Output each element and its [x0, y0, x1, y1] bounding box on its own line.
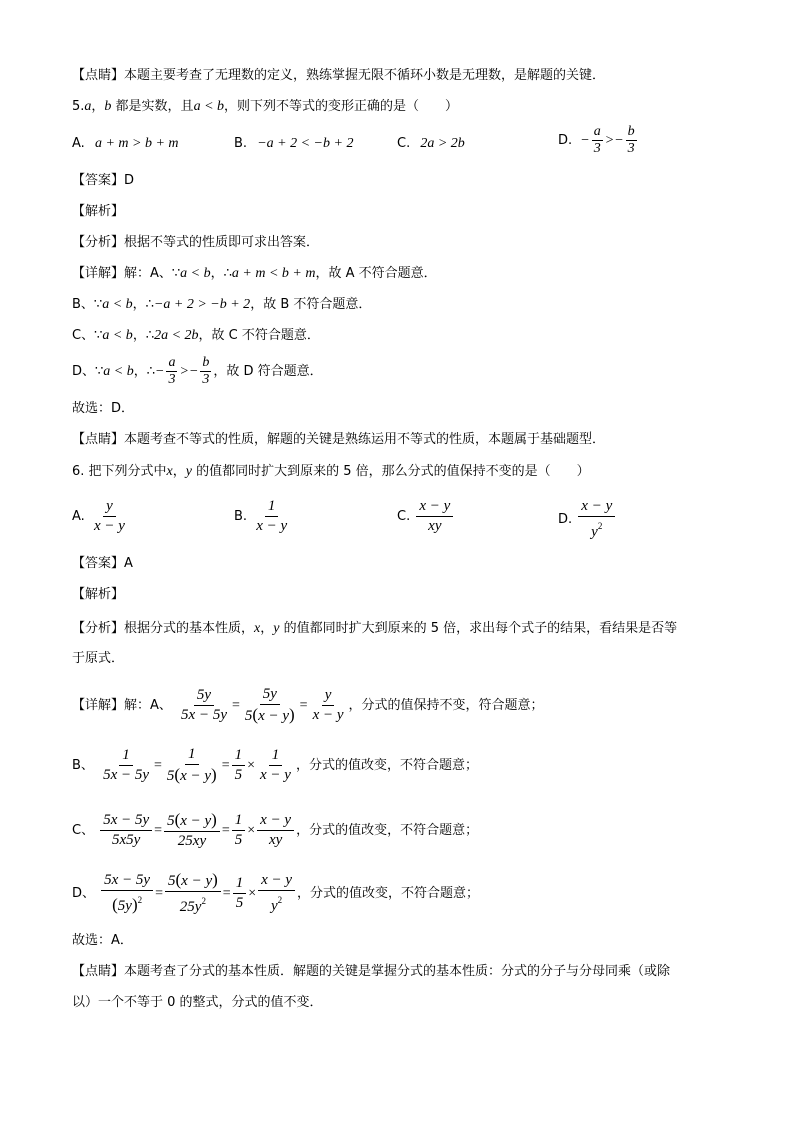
- minus-sign: −: [614, 133, 624, 148]
- option-label: A.: [72, 509, 85, 524]
- condition: a < b: [103, 364, 134, 379]
- denominator: x − y: [93, 518, 125, 534]
- numerator: y: [103, 497, 116, 517]
- conclusion: ，分式的值改变，不符合题意；: [296, 823, 479, 838]
- fraction: [232, 746, 246, 785]
- fraction: [101, 871, 153, 916]
- denominator: 5(x − y): [244, 705, 295, 724]
- option-label: C.: [397, 509, 411, 524]
- fenxi-post: 的值都同时扩大到原来的 5 倍，求出每个式子的结果，看结果是否等: [279, 621, 678, 636]
- inner: x − y: [180, 813, 212, 829]
- numerator: 1: [185, 745, 199, 765]
- q5-fenxi: 【分析】根据不等式的性质即可求出答案．: [72, 235, 320, 250]
- denominator: x − y: [260, 767, 291, 783]
- coef: 5: [166, 768, 175, 784]
- result: a + m < b + m: [231, 266, 316, 281]
- numerator: 5x − 5y: [100, 811, 152, 831]
- var-x: x: [254, 621, 261, 636]
- q6-option-b: [234, 497, 292, 536]
- gt-sign: >: [604, 133, 615, 148]
- conclusion: ，分式的值改变，不符合题意；: [295, 758, 478, 773]
- option-expr: 2a > 2b: [420, 136, 465, 151]
- fraction: [232, 811, 246, 850]
- denominator: x − y: [312, 707, 344, 723]
- exponent: 2: [201, 896, 206, 906]
- q6-option-c: [397, 497, 455, 536]
- den-base: 25y: [179, 899, 202, 915]
- line-prefix: B、: [72, 758, 94, 773]
- therefore: ，∴: [132, 328, 155, 343]
- denominator: 5: [235, 895, 244, 911]
- fraction: [100, 811, 152, 850]
- q6-xiangjie-a: 【详解】解：A、 $\frac{5y}{5x - 5y}$ = $\frac{5y}{5(x - y)}$ = $\frac{y}{x - y}$ ，分式的值保持不变，符合题意；: [72, 686, 544, 724]
- therefore: ，∴: [133, 364, 156, 379]
- denominator: 5x5y: [112, 832, 141, 848]
- q6-xiangjie-b: B、 $\frac{1}{5x - 5y}$ = $\frac{1}{5(x - y)}$ = $\frac{1}{5}$ × $\frac{1}{x - y}$ ，分式的值改变，不符合题意；: [72, 746, 478, 784]
- fraction: [257, 811, 294, 850]
- coef: 5: [167, 813, 175, 829]
- q6-dianjing-line2: 以）一个不等于 0 的整式，分式的值不变．: [72, 995, 323, 1010]
- q5-option-c: [397, 134, 465, 154]
- numerator: 5(x − y): [164, 810, 220, 832]
- denominator: 5x − 5y: [103, 767, 149, 783]
- q5-analysis-tag: 【解析】: [72, 204, 125, 219]
- q5-xiangjie-c: [72, 326, 320, 346]
- option-label: C.: [397, 136, 411, 151]
- xiangjie-tag: 【详解】解：A、∵: [72, 266, 181, 281]
- condition: a < b: [180, 266, 211, 281]
- coef: 5: [168, 873, 176, 889]
- numerator: x − y: [258, 871, 295, 891]
- stem-suffix: ，则下列不等式的变形正确的是（ ）: [224, 99, 459, 114]
- denominator: [268, 891, 285, 916]
- fraction: [178, 686, 230, 725]
- times-sign: ×: [247, 823, 256, 838]
- q5-xiangjie-a: [72, 264, 437, 284]
- inner: x − y: [258, 708, 289, 724]
- denominator: 3: [627, 141, 635, 156]
- numerator: 5y: [260, 685, 280, 705]
- inner: x − y: [181, 873, 213, 889]
- fraction: [626, 124, 637, 157]
- q6-option-d: [558, 497, 617, 542]
- line-prefix: D、: [72, 886, 96, 901]
- stem-pre: 6. 把下列分式中: [72, 464, 167, 479]
- numerator: x − y: [416, 497, 453, 517]
- fraction: [164, 810, 220, 851]
- exponent: 2: [277, 895, 283, 905]
- coef: 5: [244, 708, 253, 724]
- result: 2a < 2b: [154, 328, 199, 343]
- option-expr: a + m > b + m: [94, 136, 179, 151]
- denominator: $(5y)^2$: [112, 895, 143, 914]
- condition: a < b: [102, 328, 133, 343]
- denominator: 5(x − y): [166, 765, 217, 784]
- q5-guxuan: 故选：D．: [72, 401, 135, 416]
- numerator: a: [168, 355, 176, 370]
- var-a: a: [84, 99, 92, 114]
- denominator: 5: [234, 832, 243, 848]
- comma: ，: [91, 99, 105, 114]
- fraction: [253, 497, 290, 536]
- fraction: [310, 686, 347, 725]
- q5-option-d: [558, 124, 639, 157]
- numerator: 1: [232, 746, 246, 766]
- var-y: y: [273, 621, 280, 636]
- exponent: 2: [597, 521, 603, 531]
- denominator: 3: [593, 141, 601, 156]
- fraction: [578, 497, 615, 542]
- numerator: x − y: [578, 497, 615, 517]
- var-y: y: [185, 464, 192, 479]
- denominator: x − y: [256, 518, 288, 534]
- fraction: [91, 497, 128, 536]
- comma: ，: [172, 464, 186, 479]
- line-prefix: C、: [72, 823, 95, 838]
- var-x: x: [166, 464, 173, 479]
- q5-number: 5.: [72, 99, 85, 114]
- minus-sign: −: [188, 364, 199, 379]
- denominator: 3: [168, 372, 176, 387]
- conclusion: ，分式的值改变，不符合题意；: [297, 886, 480, 901]
- fraction: [164, 745, 220, 786]
- fraction: [100, 746, 152, 785]
- numerator: x − y: [257, 811, 294, 831]
- fraction: [165, 870, 221, 917]
- option-expr: −a + 2 < −b + 2: [257, 136, 354, 151]
- numerator: 1: [119, 746, 133, 766]
- fraction: [592, 124, 603, 157]
- numerator: 5(x − y): [165, 870, 221, 892]
- times-sign: ×: [248, 886, 257, 901]
- q6-analysis-tag: 【解析】: [72, 587, 125, 602]
- numerator: y: [322, 686, 335, 706]
- therefore: ，∴: [132, 297, 154, 312]
- q6-fenxi-line1: [72, 619, 677, 639]
- numerator: 5y: [194, 686, 214, 706]
- fraction: [200, 355, 211, 388]
- gt-sign: >: [179, 364, 189, 379]
- option-label: B.: [234, 136, 248, 151]
- denominator: 25xy: [177, 833, 207, 849]
- numerator: 1: [265, 497, 279, 517]
- den-base: y: [270, 898, 278, 914]
- fraction: [242, 685, 298, 726]
- denominator: xy: [268, 832, 283, 848]
- result: −a + 2 > −b + 2: [153, 297, 251, 312]
- option-label: D.: [558, 133, 573, 148]
- therefore: ，∴: [210, 266, 232, 281]
- fraction: [233, 874, 247, 913]
- fenxi-pre: 【分析】根据分式的基本性质，: [72, 621, 255, 636]
- q6-guxuan: 故选：A．: [72, 933, 133, 948]
- dianjing-prev: 【点睛】本题主要考查了无理数的定义，熟练掌握无限不循环小数是无理数，是解题的关键．: [72, 68, 606, 83]
- q5-stem: [72, 97, 458, 117]
- line-prefix: D、∵: [72, 364, 104, 379]
- q6-xiangjie-d: D、 $\frac{5x - 5y}{(5y)^2}$ = $\frac{5(x - y)}{25y^2}$ = $\frac{1}{5}$ × $\frac{x - y}{y^2}$ ，分式的值改变，不符合题意；: [72, 870, 480, 915]
- q6-option-a: [72, 497, 130, 536]
- denominator: xy: [428, 518, 442, 534]
- exponent: 2: [137, 895, 143, 905]
- numerator: b: [202, 355, 210, 370]
- q6-stem: [72, 462, 590, 482]
- numerator: 1: [233, 874, 247, 894]
- numerator: 1: [269, 746, 283, 766]
- comma: ，: [260, 621, 274, 636]
- condition: a < b: [102, 297, 133, 312]
- q6-answer: 【答案】A: [72, 556, 133, 571]
- q5-xiangjie-b: [72, 295, 371, 315]
- denominator: 5: [234, 767, 243, 783]
- var-b: b: [104, 99, 112, 114]
- option-label: D.: [558, 512, 573, 527]
- option-label: A.: [72, 136, 85, 151]
- line-prefix: B、∵: [72, 297, 103, 312]
- conclusion: ，故 D 符合题意．: [213, 364, 323, 379]
- inner: x − y: [180, 768, 212, 784]
- stem-post: 的值都同时扩大到原来的 5 倍，那么分式的值保持不变的是（ ）: [192, 464, 590, 479]
- minus-sign: −: [580, 133, 590, 148]
- numerator: a: [593, 124, 601, 139]
- conclusion: ，故 C 不符合题意．: [198, 328, 320, 343]
- line-prefix: C、∵: [72, 328, 103, 343]
- q5-option-a: [72, 134, 179, 154]
- option-label: B.: [234, 509, 248, 524]
- numerator: b: [627, 124, 635, 139]
- q6-dianjing-line1: 【点睛】本题考查了分式的基本性质．解题的关键是掌握分式的基本性质：分式的分子与分母同乘（或除: [72, 964, 671, 979]
- conclusion: ，分式的值保持不变，符合题意；: [348, 698, 544, 713]
- numerator: 1: [232, 811, 246, 831]
- conclusion: ，故 A 不符合题意．: [315, 266, 437, 281]
- times-sign: ×: [247, 758, 255, 773]
- line-prefix: 【详解】解：A、: [72, 698, 172, 713]
- fraction: [416, 497, 453, 536]
- denominator: 3: [202, 372, 210, 387]
- conclusion: ，故 B 不符合题意．: [250, 297, 372, 312]
- fraction: [258, 871, 295, 916]
- q6-fenxi-line2: 于原式．: [72, 651, 125, 666]
- q6-xiangjie-c: C、 $\frac{5x - 5y}{5x5y}$ = $\frac{5(x - y)}{25xy}$ = $\frac{1}{5}$ × $\frac{x - y}{xy}$ ，分式的值改变，不符合题意；: [72, 810, 479, 849]
- minus-sign: −: [155, 364, 165, 379]
- q5-dianjing: 【点睛】本题考查不等式的性质，解题的关键是熟练运用不等式的性质，本题属于基础题型．: [72, 432, 606, 447]
- denominator: [177, 892, 209, 917]
- stem-mid: 都是实数，且: [111, 99, 194, 114]
- denominator: 5x − 5y: [181, 707, 227, 723]
- q5-answer: 【答案】D: [72, 173, 135, 188]
- inner: 5y: [117, 898, 132, 914]
- den-base: y: [591, 524, 598, 540]
- q5-option-b: [234, 134, 353, 154]
- q5-xiangjie-d: [72, 355, 323, 388]
- fraction: [166, 355, 177, 388]
- condition: a < b: [193, 99, 225, 114]
- denominator: [588, 517, 605, 542]
- fraction: [257, 746, 294, 785]
- numerator: 5x − 5y: [101, 871, 153, 891]
